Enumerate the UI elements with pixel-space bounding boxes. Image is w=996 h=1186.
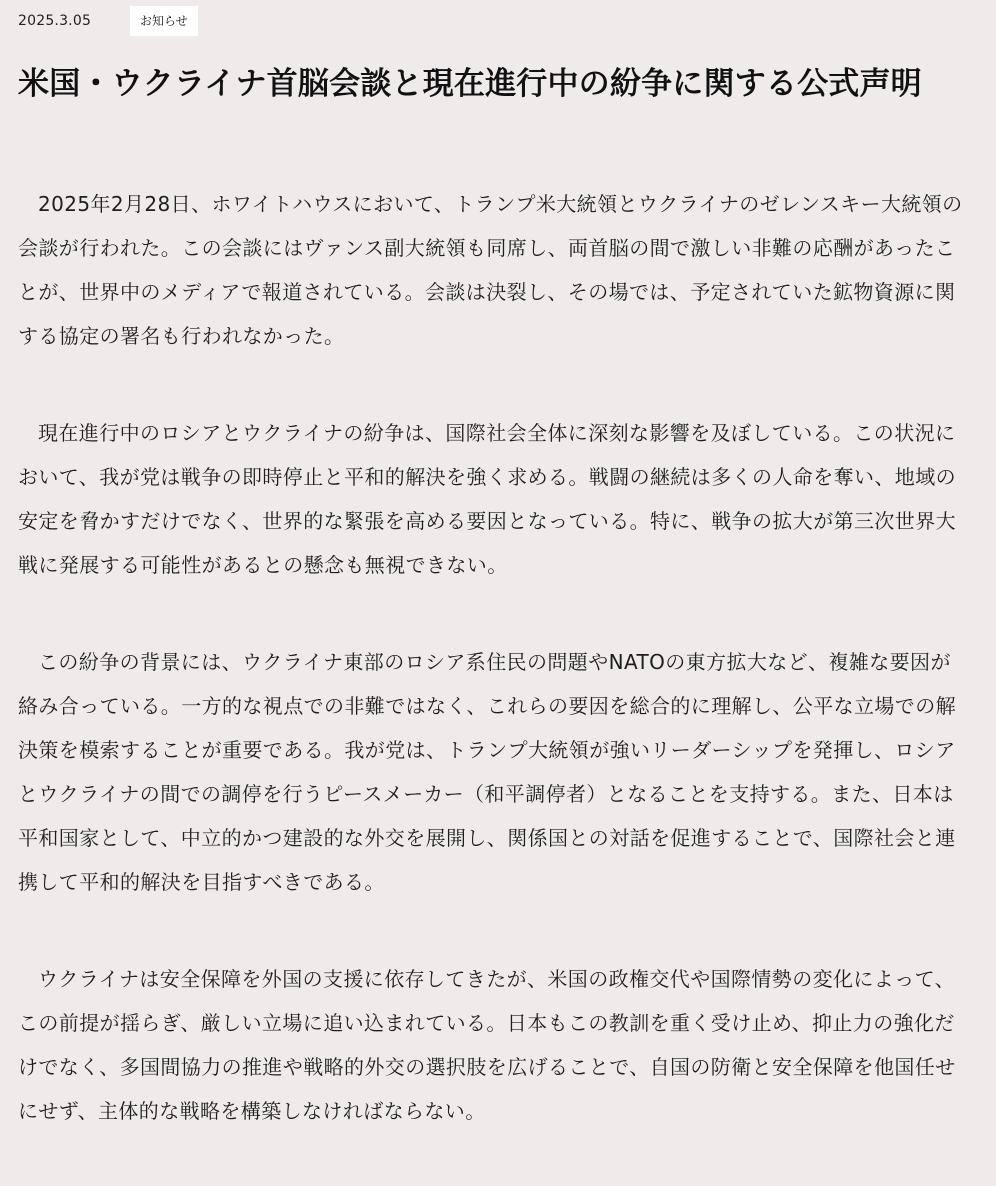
article-meta [18,6,198,36]
category-badge[interactable]: お知らせ [130,6,198,36]
paragraph-4: ウクライナは安全保障を外国の支援に依存してきたが、米国の政権交代や国際情勢の変化によって、この前提が揺らぎ、厳しい立場に追い込まれている。日本もこの教訓を重く受け止め、抑止力の強化だけでなく、多国間協力の推進や戦略的外交の選択肢を広げることで、自国の防衛と安全保障を他国任せにせず、主体的な戦略を構築しなければならない。 [18,967,956,1123]
article-body [18,182,968,1186]
article-title: 米国・ウクライナ首脳会談と現在進行中の紛争に関する公式声明 [18,66,922,102]
paragraph-3: この紛争の背景には、ウクライナ東部のロシア系住民の問題やNATOの東方拡大など、複雑な要因が絡み合っている。一方的な視点での非難ではなく、これらの要因を総合的に理解し、公平な立場での解決策を模索することが重要である。我が党は、トランプ大統領が強いリーダーシップを発揮し、ロシアとウクライナの間での調停を行うピースメーカー（和平調停者）となることを支持する。また、日本は平和国家として、中立的かつ建設的な外交を展開し、関係国との対話を促進することで、国際社会と連携して平和的解決を目指すべきである。 [18,650,956,894]
publish-date: 2025.3.05 [18,13,92,29]
paragraph-1: 2025年2月28日、ホワイトハウスにおいて、トランプ米大統領とウクライナのゼレンスキー大統領の会談が行われた。この会談にはヴァンス副大統領も同席し、両首脳の間で激しい非難の応酬があったことが、世界中のメディアで報道されている。会談は決裂し、その場では、予定されていた鉱物資源に関する協定の署名も行われなかった。 [18,192,963,348]
paragraph-2: 現在進行中のロシアとウクライナの紛争は、国際社会全体に深刻な影響を及ぼしている。この状況において、我が党は戦争の即時停止と平和的解決を強く求める。戦闘の継続は多くの人命を奪い、地域の安定を脅かすだけでなく、世界的な緊張を高める要因となっている。特に、戦争の拡大が第三次世界大戦に発展する可能性があるとの懸念も無視できない。 [18,421,956,577]
